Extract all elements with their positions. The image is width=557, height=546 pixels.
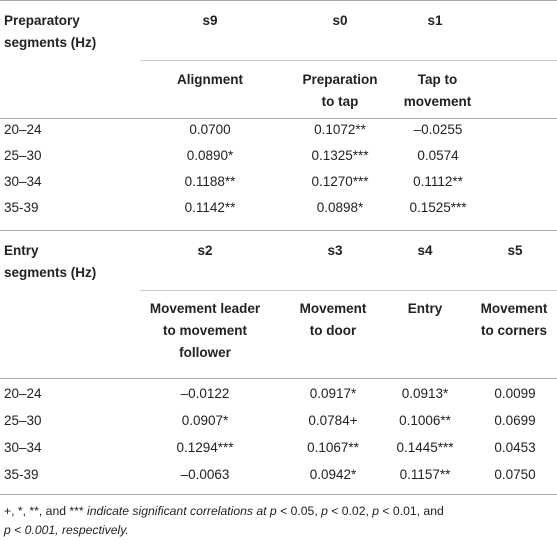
col-name-corners-line1: Movement: [480, 301, 548, 316]
table-cell: 0.1142**: [184, 200, 236, 215]
col-name-tap-line2: movement: [403, 94, 472, 109]
col-code-s2: s2: [197, 243, 213, 258]
table-cell: 0.0907*: [181, 413, 229, 428]
footnote-threshold: < 0.05,: [276, 504, 322, 518]
col-code-s3: s3: [327, 243, 343, 258]
top-section-label-line1: Preparatory: [4, 13, 80, 28]
footnote-p: p: [372, 504, 380, 518]
col-code-s1: s1: [427, 13, 443, 28]
table-cell: 0.0898*: [316, 200, 364, 215]
table-cell: –0.0122: [180, 386, 230, 401]
mid-rule: [0, 230, 557, 231]
table-cell: 0.1157**: [399, 467, 451, 482]
bottom-header-rule: [0, 378, 557, 379]
table-cell: 0.1525***: [409, 200, 467, 215]
footnote-p: p: [4, 523, 11, 537]
table-cell: 0.0699: [494, 413, 536, 428]
top-row-range: 25–30: [4, 148, 42, 163]
table-cell: –0.0255: [413, 122, 463, 137]
col-name-leader-line1: Movement leader: [149, 301, 261, 316]
col-code-s4: s4: [417, 243, 433, 258]
col-name-leader-line3: follower: [179, 345, 231, 360]
footnote-symbols: +, *, **, and ***: [4, 504, 84, 518]
table-cell: 0.0574: [417, 148, 459, 163]
table-cell: 0.0453: [494, 440, 536, 455]
table-cell: 0.0099: [494, 386, 536, 401]
col-name-entry: Entry: [407, 301, 443, 316]
footnote-threshold: < 0.01, and: [379, 504, 444, 518]
bottom-rule: [0, 494, 557, 495]
col-code-s0: s0: [332, 13, 348, 28]
table-cell: 0.0700: [189, 122, 231, 137]
footnote-p: p: [269, 504, 277, 518]
bottom-row-range: 30–34: [4, 440, 42, 455]
footnote-text: indicate significant correlations at: [83, 504, 270, 518]
table-cell: 0.0942*: [309, 467, 357, 482]
top-header-rule: [0, 118, 557, 119]
col-name-corners-line2: to corners: [480, 323, 548, 338]
bottom-row-range: 35-39: [4, 467, 39, 482]
bottom-section-label-line2: segments (Hz): [4, 265, 97, 280]
table-cell: 0.1188**: [184, 174, 236, 189]
col-name-alignment: Alignment: [177, 72, 243, 87]
footnote-threshold: < 0.001, respectively.: [10, 523, 129, 537]
bottom-section-label-line1: Entry: [4, 243, 39, 258]
top-section-label-line2: segments (Hz): [4, 35, 97, 50]
col-name-door-line1: Movement: [299, 301, 367, 316]
table-cell: 0.1270***: [311, 174, 369, 189]
table-cell: –0.0063: [180, 467, 230, 482]
table-cell: 0.1072**: [314, 122, 366, 137]
table-cell: 0.1325***: [311, 148, 369, 163]
top-row-range: 20–24: [4, 122, 42, 137]
table-cell: 0.0750: [494, 467, 536, 482]
top-row-range: 30–34: [4, 174, 42, 189]
bottom-row-range: 25–30: [4, 413, 42, 428]
top-header-divider: [140, 60, 557, 61]
top-rule: [0, 0, 557, 1]
footnote-threshold: < 0.02,: [327, 504, 373, 518]
bottom-header-divider: [140, 290, 557, 291]
col-name-tap-line1: Tap to: [417, 72, 458, 87]
footnote-p: p: [321, 504, 328, 518]
bottom-row-range: 20–24: [4, 386, 42, 401]
table-cell: 0.0917*: [309, 386, 357, 401]
table-cell: 0.1112**: [413, 174, 463, 189]
top-row-range: 35-39: [4, 200, 39, 215]
col-name-leader-line2: to movement: [162, 323, 247, 338]
table-cell: 0.1006**: [399, 413, 451, 428]
table-cell: 0.1067**: [307, 440, 359, 455]
table-cell: 0.0913*: [401, 386, 449, 401]
table-cell: 0.0784+: [308, 413, 358, 428]
col-name-door-line2: to door: [309, 323, 357, 338]
col-code-s9: s9: [202, 13, 218, 28]
table-cell: 0.0890*: [186, 148, 234, 163]
col-name-preparation-line2: to tap: [321, 94, 359, 109]
table-cell: 0.1445***: [396, 440, 454, 455]
table-cell: 0.1294***: [176, 440, 234, 455]
table-footnote: [4, 502, 553, 540]
col-code-s5: s5: [507, 243, 523, 258]
col-name-preparation-line1: Preparation: [302, 72, 378, 87]
